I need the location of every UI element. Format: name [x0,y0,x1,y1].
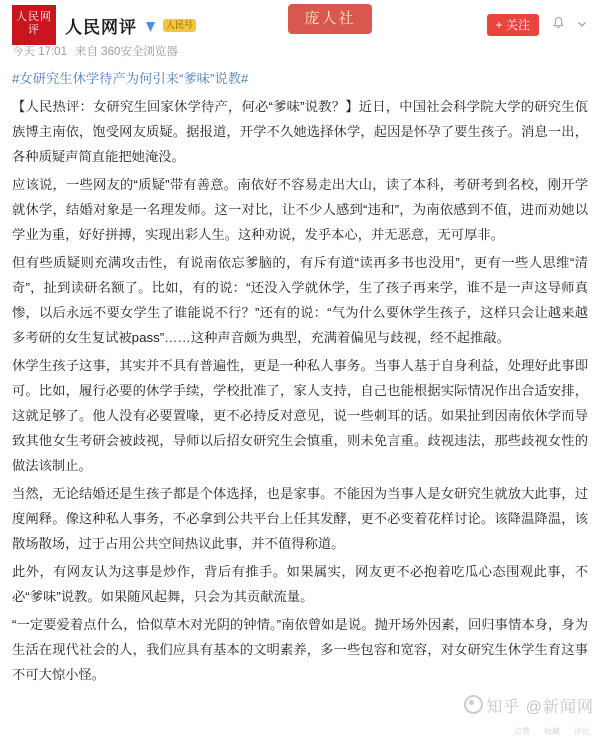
publisher-logo: 人民网评 [12,5,56,45]
article-meta [0,44,600,60]
article-paragraph: 【人民热评：女研究生回家休学待产，何必“爹味”说教？】近日，中国社会科学院大学的研究生佤族博主南依，饱受网友质疑。据报道，开学不久她选择休学，起因是怀孕了要生孩子。消息一出，各种质疑声简直能把她淹没。 [12,99,588,164]
article-paragraph: 当然，无论结婚还是生孩子都是个体选择，也是家事。不能因为当事人是女研究生就放大此事，过度阐释。像这种私人事务，不必拿到公共平台上任其发酵，更不必变着花样讨论。该降温降温，该散场散场，过于占用公共空间热议此事，并不值得称道。 [12,486,588,551]
article-paragraph: 此外，有网友认为这事是炒作，背后有推手。如果属实，网友更不必抱着吃瓜心态围观此事，不必“爹味”说教。如果随风起舞，只会为其贡献流量。 [12,564,588,604]
like-icon-label[interactable]: 点赞 [514,727,530,736]
publisher-name[interactable]: 人民网评 [65,17,137,37]
watermark-logo-icon [464,695,483,714]
watermark-top: 庞人社 [288,4,372,34]
publisher-account-badge: 人民号 [163,19,196,32]
article-paragraph: 休学生孩子这事，其实并不具有普遍性，更是一种私人事务。当事人基于自身利益，处理好此事即可。比如，履行必要的休学手续，学校批准了，家人支持，自己也能根据实际情况作出合适安排，这就足够了。他人没有必要置喙，更不必持反对意见，说一些刺耳的话。如果扯到因南依休学而导致其他女生考研会被歧视，导师以后招女研究生会慎重，则未免言重。歧视违法，那些歧视女性的做法该制止。 [12,358,588,473]
article-source: 来自 360安全浏览器 [74,46,178,58]
topic-line [12,66,588,91]
article-paragraph: “一定要爱着点什么，恰似草木对光阴的钟情。”南依曾如是说。抛开场外因素，回归事情本身，身为生活在现代社会的人，我们应具有基本的文明素养，多一些包容和宽容，对女研究生休学生育这事不可大惊小怪。 [12,617,588,682]
comment-icon-label[interactable]: 评论 [574,727,590,736]
bell-icon[interactable] [551,16,566,35]
footer-action-icons [514,726,590,737]
follow-button[interactable]: + 关注 [487,14,539,36]
publish-time: 今天 17:01 [12,46,67,58]
verified-badge-icon [143,19,158,34]
article-body [0,66,600,687]
article-paragraph: 应该说，一些网友的“质疑”带有善意。南依好不容易走出大山，读了本科，考研考到名校，刚开学就休学，结婚对象是一名理发师。这一对比，让不少人感到“违和”，为南依感到不值，进而劝她以学业为重，好好拼搏，实现出彩人生。这种劝说，发乎本心，并无恶意，无可厚非。 [12,177,588,242]
favorite-icon-label[interactable]: 收藏 [544,727,560,736]
watermark-bottom [464,693,594,717]
chevron-down-icon[interactable] [576,18,588,33]
topic-link[interactable]: #女研究生休学待产为何引来“爹味”说教# [12,71,249,86]
article-paragraph: 但有些质疑则充满攻击性，有说南依忘爹脑的，有斥有道“读再多书也没用”，更有一些人思维“清奇”，扯到读研名额了。比如，有的说：“还没入学就休学，生了孩子再来学，谁不是一声这导师真惨，以后永远不要女学生了谁能说不行？”还有的说：“气为什么要休学生孩子，这样只会让越来越多考研的女生复试被pass”……这种声音颇为典型，充满着偏见与歧视，经不起推敲。 [12,255,588,345]
watermark-bottom-text: 知乎 @新闻网 [486,699,594,716]
